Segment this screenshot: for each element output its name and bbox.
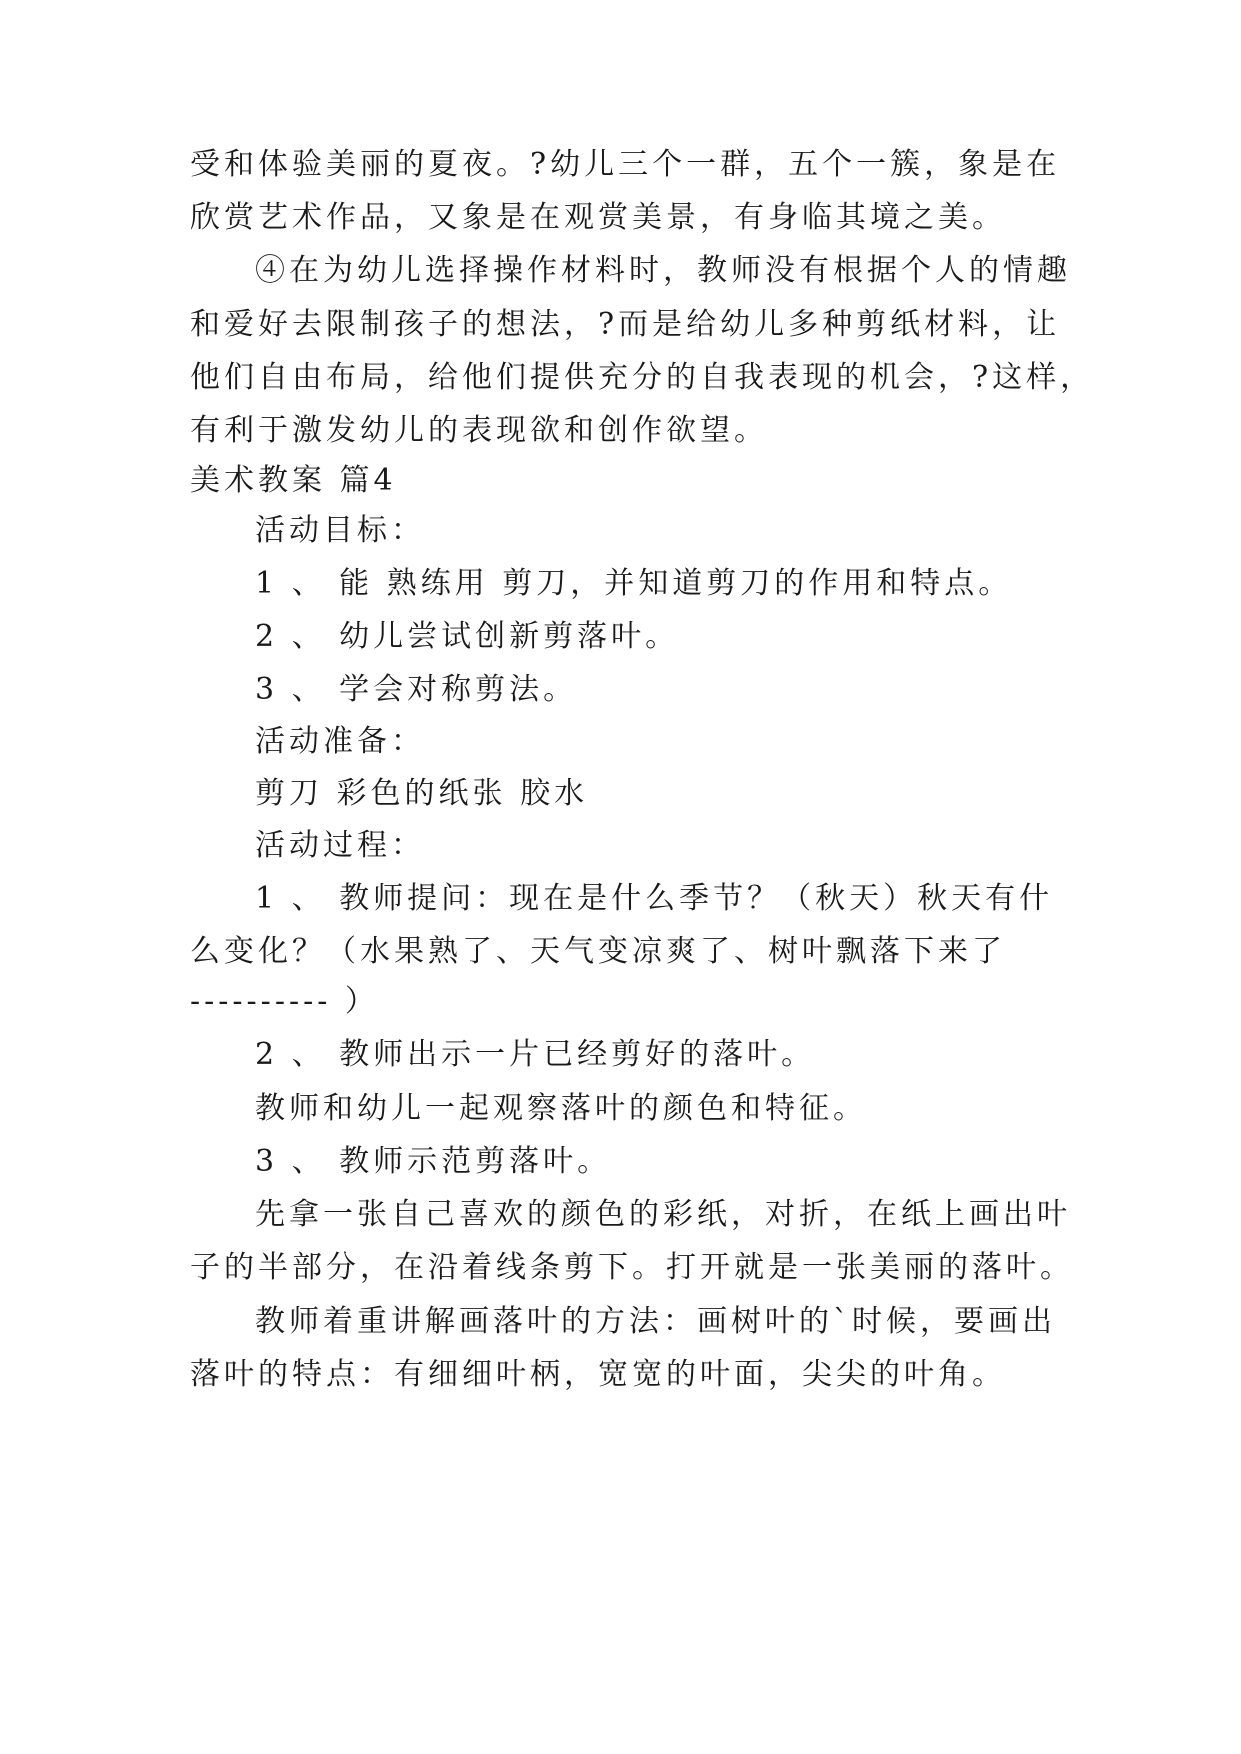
paragraph-line: 有利于激发幼儿的表现欲和创作欲望。 <box>190 413 768 448</box>
subheading: 活动目标： <box>255 513 425 548</box>
paragraph-line: 和爱好去限制孩子的想法，?而是给幼儿多种剪纸材料，让 <box>190 307 1061 342</box>
paragraph-line: 他们自由布局，给他们提供充分的自我表现的机会，?这样， <box>190 360 1095 395</box>
paragraph-line: 落叶的特点：有细细叶柄，宽宽的叶面，尖尖的叶角。 <box>190 1357 1006 1392</box>
paragraph-line: 子的半部分，在沿着线条剪下。打开就是一张美丽的落叶。 <box>190 1250 1074 1285</box>
paragraph-line: 受和体验美丽的夏夜。?幼儿三个一群，五个一簇，象是在 <box>190 147 1061 182</box>
paragraph-line: 欣赏艺术作品，又象是在观赏美景，有身临其境之美。 <box>190 200 1006 235</box>
list-item: 3 、 学会对称剪法。 <box>255 672 578 707</box>
list-item: 2 、 教师出示一片已经剪好的落叶。 <box>255 1037 816 1072</box>
paragraph-line: 教师着重讲解画落叶的方法：画树叶的`时候，要画出 <box>255 1304 1056 1339</box>
list-item: 2 、 幼儿尝试创新剪落叶。 <box>255 619 680 654</box>
paragraph-line: 剪刀 彩色的纸张 胶水 <box>255 776 589 811</box>
paragraph-line: ---------- ） <box>190 984 379 1019</box>
subheading: 活动过程： <box>255 828 425 863</box>
list-item: 1 、 能 熟练用 剪刀，并知道剪刀的作用和特点。 <box>255 566 1013 601</box>
paragraph-line: ④在为幼儿选择操作材料时，教师没有根据个人的情趣 <box>255 253 1071 288</box>
list-item: 3 、 教师示范剪落叶。 <box>255 1144 612 1179</box>
paragraph-line: 先拿一张自己喜欢的颜色的彩纸，对折，在纸上画出叶 <box>255 1197 1071 1232</box>
subheading: 活动准备： <box>255 724 425 759</box>
list-item: 1 、 教师提问：现在是什么季节？（秋天）秋天有什 <box>255 881 1054 916</box>
paragraph-line: 么变化？（水果熟了、天气变凉爽了、树叶飘落下来了 <box>190 934 1006 969</box>
section-heading: 美术教案 篇4 <box>190 463 397 498</box>
paragraph-line: 教师和幼儿一起观察落叶的颜色和特征。 <box>255 1091 867 1126</box>
